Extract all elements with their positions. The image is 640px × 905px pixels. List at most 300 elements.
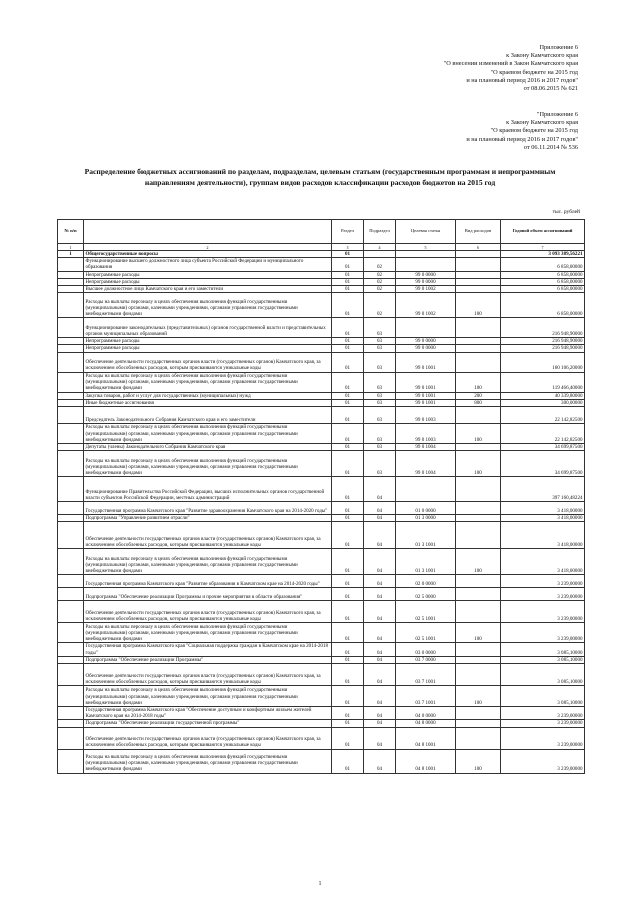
- table-row: [58, 601, 585, 623]
- table-row: [58, 502, 585, 515]
- row-section: 01: [332, 271, 364, 278]
- row-number: [58, 318, 84, 338]
- row-section: 01: [332, 345, 364, 352]
- row-expense-type: 100: [456, 686, 501, 707]
- col-number-2: 2: [84, 244, 332, 251]
- row-subsection: 04: [364, 549, 396, 575]
- row-amount: 3 239,00000: [501, 749, 585, 773]
- row-target-article: 99 0 1004: [396, 451, 456, 477]
- row-target-article: 99 0 1003: [396, 407, 456, 424]
- row-section: 01: [332, 664, 364, 686]
- col-number-7: 7: [501, 244, 585, 251]
- row-expense-type: [456, 286, 501, 293]
- row-number: [58, 444, 84, 451]
- row-expense-type: 100: [456, 372, 501, 392]
- row-number: [58, 278, 84, 285]
- units-label: тыс. рублей: [552, 209, 580, 215]
- row-name: Расходы на выплаты персоналу в целях обеспечения выполнения функций государственными (муниципальными) органами, казенными учреждениями, органами управления государственными внебюджетными фондами: [84, 424, 332, 444]
- header-line: и на плановый период 2016 и 2017 годов": [466, 135, 578, 143]
- row-name: Высшее должностное лицо Камчатского края и его заместители: [84, 286, 332, 293]
- row-number: [58, 727, 84, 749]
- table-row: [58, 407, 585, 424]
- row-section: 01: [332, 720, 364, 727]
- row-subsection: [364, 251, 396, 258]
- row-subsection: 04: [364, 522, 396, 549]
- header-line: "Приложение 6: [536, 111, 578, 118]
- row-number: [58, 643, 84, 656]
- row-number: [58, 623, 84, 643]
- header-line: к Закону Камчатского края: [506, 119, 578, 127]
- row-subsection: 03: [364, 399, 396, 406]
- row-expense-type: [456, 477, 501, 502]
- row-target-article: [396, 258, 456, 271]
- row-number: [58, 549, 84, 575]
- row-target-article: 99 0 0000: [396, 338, 456, 345]
- row-section: 01: [332, 643, 364, 656]
- row-target-article: 03 7 1001: [396, 686, 456, 707]
- table-row: [58, 258, 585, 271]
- table-body: [58, 251, 585, 774]
- row-expense-type: [456, 338, 501, 345]
- row-target-article: 03 0 0000: [396, 643, 456, 656]
- row-expense-type: [456, 318, 501, 338]
- row-subsection: 03: [364, 444, 396, 451]
- row-subsection: 04: [364, 477, 396, 502]
- table-row: [58, 477, 585, 502]
- row-number: [58, 424, 84, 444]
- row-name: Государственная программа Камчатского края "Развитие здравоохранения Камчатского края на 2014-2020 годы": [84, 502, 332, 515]
- col-number-1: 1: [58, 244, 84, 251]
- row-name: Обеспечение деятельности государственных органов власти (государственных органов) Камчатского края, за исключением обособленных расходов, которым присваиваются уникальные коды: [84, 727, 332, 749]
- row-amount: 3 239,00000: [501, 707, 585, 720]
- row-expense-type: 100: [456, 293, 501, 318]
- row-target-article: 03 7 1001: [396, 664, 456, 686]
- row-name: Расходы на выплаты персоналу в целях обеспечения выполнения функций государственными (муниципальными) органами, казенными учреждениями, органами управления государственными внебюджетными фондами: [84, 451, 332, 477]
- table-row: [58, 522, 585, 549]
- row-amount: 397 160,48224: [501, 477, 585, 502]
- row-subsection: 04: [364, 664, 396, 686]
- row-expense-type: [456, 727, 501, 749]
- row-section: 01: [332, 623, 364, 643]
- row-amount: 22 142,82500: [501, 407, 585, 424]
- row-amount: 34 699,87500: [501, 444, 585, 451]
- col-header-target-article: Целевая статья: [396, 220, 456, 244]
- table-row: [58, 352, 585, 372]
- row-name: Расходы на выплаты персоналу в целях обеспечения выполнения функций государственными (муниципальными) органами, казенными учреждениями, органами управления государственными внебюджетными фондами: [84, 686, 332, 707]
- row-target-article: 99 0 1001: [396, 399, 456, 406]
- row-section: 01: [332, 407, 364, 424]
- row-section: 01: [332, 318, 364, 338]
- table-row: [58, 444, 585, 451]
- row-target-article: [396, 251, 456, 258]
- row-subsection: 04: [364, 601, 396, 623]
- row-name: Государственная программа Камчатского края "Социальная поддержка граждан в Камчатском крае на 2014-2018 годы": [84, 643, 332, 656]
- row-subsection: 03: [364, 345, 396, 352]
- row-subsection: 04: [364, 656, 396, 663]
- row-expense-type: [456, 588, 501, 601]
- row-name: Расходы на выплаты персоналу в целях обеспечения выполнения функций государственными (муниципальными) органами, казенными учреждениями, органами управления государственными внебюджетными фондами: [84, 749, 332, 773]
- row-target-article: 99 0 0000: [396, 278, 456, 285]
- table-header-row: [58, 220, 585, 244]
- table-row: [58, 549, 585, 575]
- row-expense-type: 200: [456, 392, 501, 399]
- row-section: 01: [332, 588, 364, 601]
- row-subsection: 04: [364, 588, 396, 601]
- row-subsection: 03: [364, 338, 396, 345]
- row-section: 01: [332, 372, 364, 392]
- table-row: [58, 623, 585, 643]
- table-row: [58, 749, 585, 773]
- row-target-article: 04 8 1001: [396, 749, 456, 773]
- row-section: 01: [332, 515, 364, 522]
- row-amount: 3 239,00000: [501, 720, 585, 727]
- row-name: Иные бюджетные ассигнования: [84, 399, 332, 406]
- row-subsection: 03: [364, 451, 396, 477]
- row-section: 01: [332, 727, 364, 749]
- row-number: [58, 575, 84, 588]
- row-section: 01: [332, 575, 364, 588]
- row-amount: 3 239,00000: [501, 588, 585, 601]
- row-name: Функционирование законодательных (представительных) органов государственной власти и представительных органов муниципальных образований: [84, 318, 332, 338]
- row-number: [58, 522, 84, 549]
- row-target-article: 99 0 1004: [396, 444, 456, 451]
- row-section: 01: [332, 749, 364, 773]
- row-name: Непрограммные расходы: [84, 278, 332, 285]
- document-title: Распределение бюджетных ассигнований по разделам, подразделам, целевым статьям (государственным программам и непрограммным направлениям деятельности), группам видов расходов классификации расходов бюджетов на 2015 год: [84, 167, 556, 187]
- row-amount: 3 418,00000: [501, 522, 585, 549]
- table-row: [58, 656, 585, 663]
- col-number-5: 5: [396, 244, 456, 251]
- row-number: [58, 656, 84, 663]
- header-line: "О краевом бюджете на 2015 год: [490, 127, 578, 135]
- row-subsection: 04: [364, 707, 396, 720]
- row-target-article: [396, 477, 456, 502]
- row-expense-type: 100: [456, 749, 501, 773]
- header-current-law: [444, 44, 578, 93]
- row-section: 01: [332, 601, 364, 623]
- row-target-article: 04 0 0000: [396, 707, 456, 720]
- table-row: [58, 399, 585, 406]
- row-target-article: 02 5 0000: [396, 588, 456, 601]
- row-expense-type: [456, 502, 501, 515]
- row-expense-type: [456, 656, 501, 663]
- row-name: Функционирование Правительства Российской Федерации, высших исполнительных органов государственной власти субъектов Российской Федерации, местных администраций: [84, 477, 332, 502]
- header-line: "О краевом бюджете на 2015 год: [490, 68, 578, 76]
- row-number: [58, 372, 84, 392]
- row-target-article: 04 8 0000: [396, 720, 456, 727]
- row-amount: 6 858,00000: [501, 278, 585, 285]
- row-name: Подпрограмма "Обеспечение реализации Программы": [84, 656, 332, 663]
- row-number: [58, 338, 84, 345]
- row-number: [58, 720, 84, 727]
- col-number-3: 3: [332, 244, 364, 251]
- row-amount: 3 239,00000: [501, 575, 585, 588]
- row-section: 01: [332, 477, 364, 502]
- row-amount: 3 085,10000: [501, 664, 585, 686]
- row-target-article: 02 0 0000: [396, 575, 456, 588]
- row-section: 01: [332, 352, 364, 372]
- table-row: [58, 345, 585, 352]
- row-section: 01: [332, 451, 364, 477]
- row-number: [58, 399, 84, 406]
- row-amount: 3 239,00000: [501, 727, 585, 749]
- table-row: [58, 720, 585, 727]
- table-row: [58, 271, 585, 278]
- table-row: [58, 318, 585, 338]
- row-section: 01: [332, 656, 364, 663]
- row-target-article: 02 5 1001: [396, 623, 456, 643]
- header-line: к Закону Камчатского края: [506, 52, 578, 60]
- row-name: Общегосударственные вопросы: [84, 251, 332, 258]
- table-row: [58, 278, 585, 285]
- table-row: [58, 686, 585, 707]
- row-name: Непрограммные расходы: [84, 338, 332, 345]
- row-section: 01: [332, 293, 364, 318]
- row-name: Обеспечение деятельности государственных органов власти (государственных органов) Камчатского края, за исключением обособленных расходов, которым присваиваются уникальные коды: [84, 601, 332, 623]
- row-number: 1: [58, 251, 84, 258]
- row-amount: 3 418,00000: [501, 502, 585, 515]
- row-expense-type: 800: [456, 399, 501, 406]
- table-row: [58, 293, 585, 318]
- row-subsection: 02: [364, 286, 396, 293]
- row-expense-type: [456, 601, 501, 623]
- row-section: 01: [332, 549, 364, 575]
- row-subsection: 03: [364, 407, 396, 424]
- row-number: [58, 286, 84, 293]
- row-amount: 216 948,90000: [501, 345, 585, 352]
- row-name: Обеспечение деятельности государственных органов власти (государственных органов) Камчатского края, за исключением обособленных расходов, которым присваиваются уникальные коды: [84, 522, 332, 549]
- row-subsection: 03: [364, 392, 396, 399]
- row-section: 01: [332, 258, 364, 271]
- row-name: Депутаты (члены) Законодательного Собрания Камчатского края: [84, 444, 332, 451]
- table-row: [58, 372, 585, 392]
- row-target-article: [396, 318, 456, 338]
- row-section: 01: [332, 444, 364, 451]
- col-header-name: [84, 220, 332, 244]
- row-number: [58, 345, 84, 352]
- row-amount: 6 858,00000: [501, 258, 585, 271]
- row-target-article: 03 7 0000: [396, 656, 456, 663]
- row-amount: 119 466,40000: [501, 372, 585, 392]
- row-amount: 3 085,10000: [501, 656, 585, 663]
- table-row: [58, 286, 585, 293]
- row-number: [58, 502, 84, 515]
- header-line: от 08.06.2015 № 621: [523, 85, 578, 93]
- row-target-article: 04 8 1001: [396, 727, 456, 749]
- col-header-annual-amount: Годовой объем ассигнований: [501, 220, 585, 244]
- row-expense-type: [456, 407, 501, 424]
- row-subsection: 02: [364, 271, 396, 278]
- col-header-number: № п/п: [58, 220, 84, 244]
- row-amount: 3 239,00000: [501, 601, 585, 623]
- table-row: [58, 392, 585, 399]
- row-expense-type: [456, 258, 501, 271]
- row-amount: 40 339,80000: [501, 392, 585, 399]
- row-name: Закупка товаров, работ и услуг для государственных (муниципальных) нужд: [84, 392, 332, 399]
- row-number: [58, 686, 84, 707]
- row-subsection: 04: [364, 502, 396, 515]
- row-subsection: 03: [364, 318, 396, 338]
- row-amount: 6 858,00000: [501, 286, 585, 293]
- row-name: Расходы на выплаты персоналу в целях обеспечения выполнения функций государственными (муниципальными) органами, казенными учреждениями, органами управления государственными внебюджетными фондами: [84, 549, 332, 575]
- row-target-article: 99 0 0000: [396, 271, 456, 278]
- row-expense-type: [456, 444, 501, 451]
- table-row: [58, 575, 585, 588]
- row-subsection: 04: [364, 720, 396, 727]
- row-name: Государственная программа Камчатского края "Развитие образования в Камчатском крае на 2014-2020 годы": [84, 575, 332, 588]
- row-subsection: 02: [364, 278, 396, 285]
- table-row: [58, 707, 585, 720]
- row-amount: 3 239,00000: [501, 623, 585, 643]
- row-section: 01: [332, 424, 364, 444]
- row-amount: 300,00000: [501, 399, 585, 406]
- col-header-expense-type: Вид расходов: [456, 220, 501, 244]
- row-subsection: 02: [364, 258, 396, 271]
- row-section: 01: [332, 278, 364, 285]
- row-number: [58, 258, 84, 271]
- row-subsection: 04: [364, 515, 396, 522]
- row-amount: 3 085,10000: [501, 686, 585, 707]
- row-name: Непрограммные расходы: [84, 345, 332, 352]
- row-subsection: 04: [364, 643, 396, 656]
- row-target-article: 01 3 1001: [396, 549, 456, 575]
- row-section: 01: [332, 707, 364, 720]
- row-section: 01: [332, 522, 364, 549]
- row-section: 01: [332, 392, 364, 399]
- row-number: [58, 293, 84, 318]
- row-target-article: 99 0 1002: [396, 286, 456, 293]
- row-subsection: 02: [364, 293, 396, 318]
- row-name: Обеспечение деятельности государственных органов власти (государственных органов) Камчатского края, за исключением обособленных расходов, которым присваиваются уникальные коды: [84, 664, 332, 686]
- row-target-article: 99 0 1003: [396, 424, 456, 444]
- row-name: Подпрограмма "Управление развитием отрасли": [84, 515, 332, 522]
- row-subsection: 04: [364, 686, 396, 707]
- row-expense-type: [456, 575, 501, 588]
- row-expense-type: 100: [456, 451, 501, 477]
- row-expense-type: [456, 643, 501, 656]
- row-amount: 3 085,10000: [501, 643, 585, 656]
- row-amount: 216 948,90000: [501, 318, 585, 338]
- row-amount: 3 418,00000: [501, 549, 585, 575]
- row-target-article: 99 0 0000: [396, 345, 456, 352]
- row-number: [58, 588, 84, 601]
- row-number: [58, 749, 84, 773]
- row-subsection: 04: [364, 749, 396, 773]
- row-target-article: 01 3 0000: [396, 515, 456, 522]
- row-amount: 34 699,87500: [501, 451, 585, 477]
- row-amount: 3 093 389,56221: [501, 251, 585, 258]
- row-name: Функционирование высшего должностного лица субъекта Российской Федерации и муниципального образования: [84, 258, 332, 271]
- row-name: Расходы на выплаты персоналу в целях обеспечения выполнения функций государственными (муниципальными) органами, казенными учреждениями, органами управления государственными внебюджетными фондами: [84, 372, 332, 392]
- row-number: [58, 664, 84, 686]
- row-number: [58, 601, 84, 623]
- row-name: Подпрограмма "Обеспечение реализации Программы и прочие мероприятия в области образования": [84, 588, 332, 601]
- page-number: 1: [318, 881, 322, 887]
- row-name: Непрограммные расходы: [84, 271, 332, 278]
- row-expense-type: [456, 278, 501, 285]
- row-amount: 22 142,82500: [501, 424, 585, 444]
- table-row: [58, 515, 585, 522]
- row-number: [58, 515, 84, 522]
- row-number: [58, 352, 84, 372]
- row-subsection: 04: [364, 727, 396, 749]
- table-row: [58, 251, 585, 258]
- row-amount: 160 106,20000: [501, 352, 585, 372]
- row-target-article: 02 5 1001: [396, 601, 456, 623]
- row-number: [58, 271, 84, 278]
- table-row: [58, 727, 585, 749]
- header-line: от 06.11.2014 № 536: [523, 143, 578, 151]
- col-header-subsection: Подраздел: [364, 220, 396, 244]
- header-line: и на плановый период 2016 и 2017 годов": [466, 76, 578, 84]
- row-expense-type: 100: [456, 623, 501, 643]
- row-expense-type: [456, 720, 501, 727]
- col-number-6: 6: [456, 244, 501, 251]
- row-subsection: 04: [364, 575, 396, 588]
- row-target-article: 99 0 1001: [396, 392, 456, 399]
- row-section: 01: [332, 686, 364, 707]
- row-number: [58, 707, 84, 720]
- row-amount: 6 858,00000: [501, 293, 585, 318]
- table-row: [58, 451, 585, 477]
- row-name: Обеспечение деятельности государственных органов власти (государственных органов) Камчатского края, за исключением обособленных расходов, которым присваиваются уникальные коды: [84, 352, 332, 372]
- row-name: Расходы на выплаты персоналу в целях обеспечения выполнения функций государственными (муниципальными) органами, казенными учреждениями, органами управления государственными внебюджетными фондами: [84, 293, 332, 318]
- table-row: [58, 338, 585, 345]
- header-line: "О внесении изменений в Закон Камчатского края: [443, 60, 578, 68]
- row-target-article: 01 3 1001: [396, 522, 456, 549]
- row-amount: 3 418,00000: [501, 515, 585, 522]
- row-subsection: 03: [364, 424, 396, 444]
- row-section: 01: [332, 502, 364, 515]
- row-number: [58, 477, 84, 502]
- row-expense-type: 100: [456, 549, 501, 575]
- row-target-article: 01 0 0000: [396, 502, 456, 515]
- row-expense-type: 100: [456, 424, 501, 444]
- row-subsection: 03: [364, 352, 396, 372]
- row-name: Подпрограмма "Обеспечение реализации государственной программы": [84, 720, 332, 727]
- row-target-article: 99 0 1001: [396, 352, 456, 372]
- row-subsection: 03: [364, 372, 396, 392]
- row-expense-type: [456, 664, 501, 686]
- row-expense-type: [456, 271, 501, 278]
- row-section: 01: [332, 251, 364, 258]
- col-header-section: Раздел: [332, 220, 364, 244]
- table-row: [58, 588, 585, 601]
- row-name: Государственная программа Камчатского края "Обеспечение доступным и комфортным жильем жителей Камчатского края на 2014-2018 годы": [84, 707, 332, 720]
- row-number: [58, 451, 84, 477]
- header-previous-law: [466, 111, 578, 152]
- table-row: [58, 643, 585, 656]
- row-section: 01: [332, 286, 364, 293]
- row-target-article: 99 0 1001: [396, 372, 456, 392]
- row-expense-type: [456, 707, 501, 720]
- row-section: 01: [332, 399, 364, 406]
- row-expense-type: [456, 345, 501, 352]
- row-name: Председатель Законодательного Собрания Камчатского края и его заместители: [84, 407, 332, 424]
- table-row: [58, 424, 585, 444]
- header-line: Приложение 6: [539, 44, 578, 51]
- table-row: [58, 664, 585, 686]
- row-section: 01: [332, 338, 364, 345]
- row-subsection: 04: [364, 623, 396, 643]
- budget-table: [57, 219, 585, 774]
- row-number: [58, 392, 84, 399]
- row-expense-type: [456, 522, 501, 549]
- column-numbers-row: [58, 244, 585, 251]
- row-expense-type: [456, 352, 501, 372]
- row-target-article: 99 0 1002: [396, 293, 456, 318]
- row-amount: 216 948,90000: [501, 338, 585, 345]
